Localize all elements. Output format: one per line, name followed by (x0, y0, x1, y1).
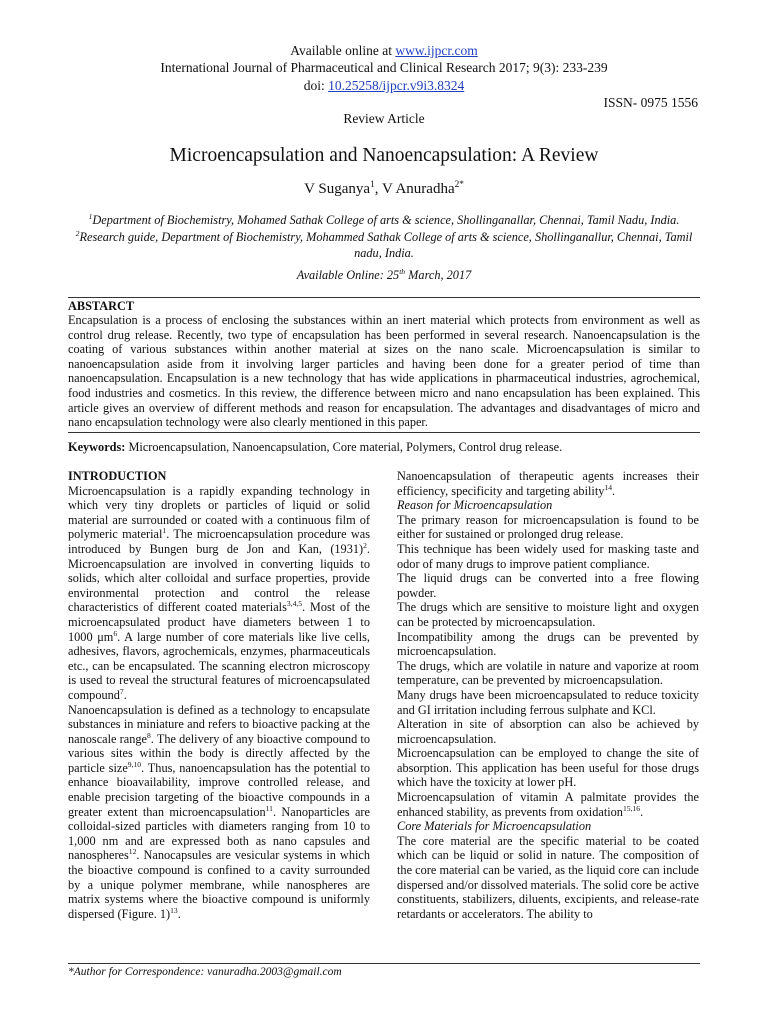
paragraph: The core material are the specific material to be coated which can be liquid or solid in nature. The composition of the core material can be varied, as the liquid core can include dispersed and/or dissolved materials. The solid core be active constituents, stabilizers, diluents, excipients, and release-rate retardants or accelerators. The ability to (397, 833, 699, 921)
journal-website-link[interactable]: www.ijpcr.com (395, 43, 478, 58)
affiliation-text: Research guide, Department of Biochemistry, Mohammed Sathak College of arts & science, Shollinganallur, Chennai, Tamil nadu, India. (79, 230, 693, 260)
correspondence-footnote: *Author for Correspondence: vanuradha.2003@gmail.com (68, 966, 342, 978)
list-item: Alteration in site of absorption can also be achieved by microencapsulation. (397, 717, 699, 746)
abstract-text: Encapsulation is a process of enclosing the substances within an inert material which protects from environment as well as control drug release. Recently, two type of encapsulation has been performed in several research. Nanoencapsulation is the coating of various substances within another material at sizes on the nano scale. Microencapsulation is similar to nanoencapsulation aside from it involving larger particles and having been done for a greater period of time than nanoencapsulation. Encapsulation is a new technology that has wide applications in pharmaceutical industries, agrochemical, food industries and cosmetics. In this review, the difference between micro and nano encapsulation has been explained. This article gives an overview of different methods and reason for encapsulation. The advantages and disadvantages of micro and nano encapsulation technology were also clearly mentioned in this paper. (68, 313, 700, 430)
affiliation-sup: 2 (75, 228, 80, 238)
abstract-heading: ABSTARCT (68, 299, 135, 313)
subheading-reason: Reason for Microencapsulation (397, 498, 553, 513)
citation-superscript: 9,10 (127, 759, 142, 769)
list-item: The primary reason for microencapsulation is found to be either for sustained or prolonged drug release. (397, 512, 699, 542)
availability-line (0, 43, 768, 59)
left-column (68, 469, 370, 921)
article-type: Review Article (343, 111, 425, 126)
citation-superscript: 15,16 (622, 803, 641, 813)
abstract-bottom-rule (68, 432, 700, 433)
journal-citation: International Journal of Pharmaceutical and Clinical Research 2017; 9(3): 233-239 (160, 60, 608, 75)
citation-superscript: 11 (265, 803, 273, 813)
subheading-core-materials: Core Materials for Microencapsulation (397, 819, 592, 834)
author-name: V Anuradha (381, 181, 455, 197)
list-item: The drugs, which are volatile in nature and vaporize at room temperature, can be prevented by microencapsulation. (397, 658, 699, 688)
keywords (68, 440, 700, 455)
list-item: Incompatibility among the drugs can be prevented by microencapsulation. (397, 629, 699, 659)
available-online-date (0, 268, 768, 283)
citation-superscript: 7 (119, 686, 124, 696)
doi-line (0, 78, 768, 94)
keywords-label: Keywords: (68, 440, 126, 454)
section-heading-introduction: INTRODUCTION (68, 469, 167, 483)
author-list (0, 181, 768, 198)
list-item: Many drugs have been microencapsulated to reduce toxicity and GI irritation including ferrous sulphate and KCl. (397, 687, 699, 717)
author-sup: 1 (370, 180, 375, 190)
affiliation-1 (68, 213, 700, 228)
list-item: Microencapsulation of vitamin A palmitate provides the enhanced stability, as prevents from oxidation$^{15,16}$. (397, 790, 699, 819)
citation-superscript: 12 (128, 847, 137, 857)
affiliation-text: Department of Biochemistry, Mohamed Sathak College of arts & science, Shollinganallar, Chennai, Tamil Nadu, India. (92, 213, 680, 227)
abstract-top-rule (68, 297, 700, 298)
citation-superscript: 3,4,5 (286, 599, 303, 609)
paragraph: Nanoencapsulation of therapeutic agents increases their efficiency, specificity and targeting ability$^{14}$. (397, 469, 699, 498)
available-date-sup: th (399, 266, 406, 276)
availability-prefix: Available online at (290, 43, 396, 58)
citation-superscript: 6 (113, 628, 118, 638)
author-separator: , (374, 181, 382, 197)
issn: ISSN- 0975 1556 (603, 95, 698, 110)
list-item: The liquid drugs can be converted into a free flowing powder. (397, 571, 699, 600)
list-item: The drugs which are sensitive to moisture light and oxygen can be protected by microencapsulation. (397, 600, 699, 629)
right-column (397, 469, 699, 921)
citation-superscript: 8 (146, 730, 151, 740)
available-date-suffix: March, 2017 (405, 268, 472, 282)
list-item: Microencapsulation can be employed to change the site of absorption. This application has been useful for those drugs which have the toxicity at lower pH. (397, 746, 699, 790)
author-name: V Suganya (304, 181, 371, 197)
doi-prefix: doi: (303, 78, 329, 93)
doi-link[interactable]: 10.25258/ijpcr.v9i3.8324 (328, 78, 465, 93)
available-date-prefix: Available Online: 25 (296, 268, 400, 282)
footer-rule (68, 963, 700, 964)
paper-title: Microencapsulation and Nanoencapsulation: A Review (169, 145, 599, 166)
citation-superscript: 14 (604, 482, 612, 492)
affiliation-2 (68, 229, 700, 261)
keywords-text: Microencapsulation, Nanoencapsulation, Core material, Polymers, Control drug release. (125, 440, 563, 454)
citation-superscript: 1 (162, 526, 167, 536)
paragraph: Nanoencapsulation is defined as a technology to encapsulate substances in miniature and refers to bioactive packing at the nanoscale range$^8$. The delivery of any bioactive compound to various sites within the body is directly affected by the particle size$^{9,10}$. Thus, nanoencapsulation has the potential to enhance bioavailability, improve controlled release, and enable precision targeting of the bioactive compounds in a greater extent than microencapsulation$^{11}$. Nanoparticles are colloidal-sized particles with diameters ranging from 10 to 1,000 nm and are expressed both as nano capsules and nanospheres$^{12}$. Nanocapsules are vesicular systems in which the bioactive compound is confined to a cavity surrounded by a unique polymer membrane, while nanospheres are matrix systems where the bioactive compound is uniformly dispersed (Figure. 1)$^{13}$. (68, 702, 371, 921)
citation-superscript: 13 (170, 905, 178, 915)
list-item: This technique has been widely used for masking taste and odor of many drugs to improve patient compliance. (397, 541, 699, 571)
citation-superscript: 2 (363, 540, 367, 550)
affiliation-sup: 1 (88, 211, 93, 221)
paragraph: Microencapsulation is a rapidly expanding technology in which very tiny droplets or particles of liquid or solid material are surrounded or coated with a continuous film of polymeric material$^1$. The microencapsulation procedure was introduced by Bungen burg de Jon and Kan, $(1931)^2$. Microencapsulation are involved in converting liquids to solids, which alter colloidal and surface properties, provide environmental protection and control the release characteristics of different coated materials$^{3,4,5}$. Most of the microencapsulated product have diameters between 1 to 1000 $\mu m^6$. A large number of core materials like live cells, adhesives, flavors, agrochemicals, enzymes, pharmaceuticals etc., can be encapsulated. The scanning electron microscopy is used to reveal the structural features of microencapsulated compound$^7$. (68, 483, 371, 702)
author-sup: 2* (454, 180, 464, 190)
